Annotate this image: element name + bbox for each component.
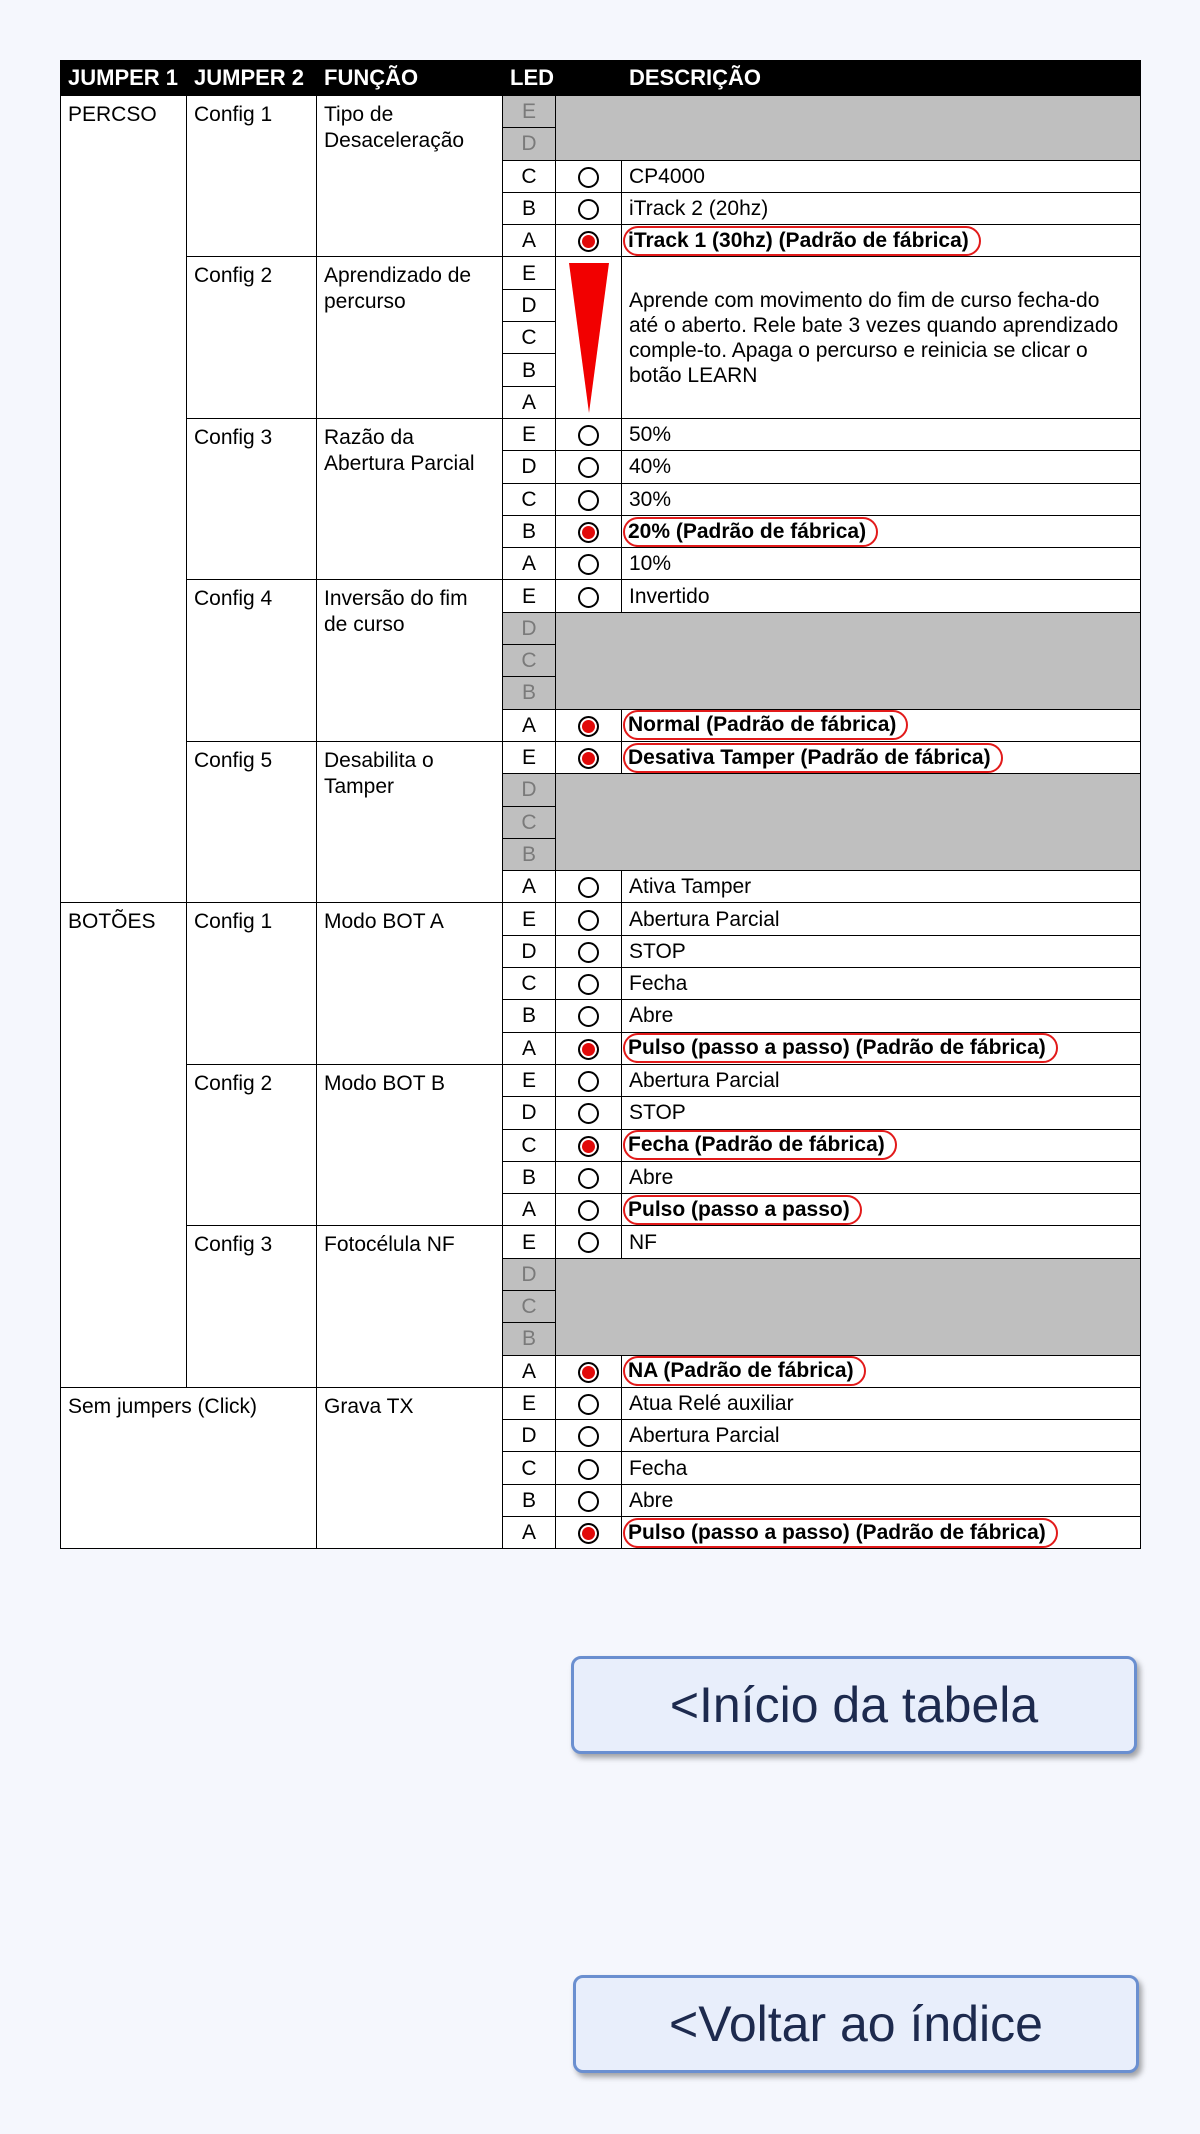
disabled-cell	[556, 1258, 1141, 1355]
led-off-indicator	[556, 418, 622, 450]
led-letter: E	[503, 96, 556, 128]
led-letter: C	[503, 1129, 556, 1161]
led-letter: C	[503, 322, 556, 354]
jumper-none-click: Sem jumpers (Click)	[61, 1387, 317, 1548]
led-letter: C	[503, 1290, 556, 1322]
jumper2-config: Config 2	[187, 1064, 317, 1225]
function-cell: Razão da Abertura Parcial	[317, 418, 503, 579]
description-cell-highlighted	[622, 1194, 1141, 1226]
table-row	[61, 580, 1141, 612]
disabled-cell	[556, 774, 1141, 871]
led-letter: A	[503, 1032, 556, 1064]
description-cell: 50%	[622, 418, 1141, 450]
jumper2-config: Config 1	[187, 903, 317, 1064]
blink-arrow-icon	[556, 257, 622, 418]
back-to-index-button[interactable]: <Voltar ao índice	[573, 1975, 1139, 2073]
table-row	[61, 418, 1141, 450]
led-letter: D	[503, 935, 556, 967]
led-on-indicator	[556, 709, 622, 741]
led-letter: D	[503, 1258, 556, 1290]
led-on-indicator	[556, 1032, 622, 1064]
description-cell: STOP	[622, 1097, 1141, 1129]
led-letter: A	[503, 548, 556, 580]
led-off-indicator	[556, 1226, 622, 1258]
description-cell: Fecha	[622, 968, 1141, 1000]
header-funcao: FUNÇÃO	[317, 61, 503, 96]
description-cell: 30%	[622, 483, 1141, 515]
led-letter: E	[503, 257, 556, 289]
description-cell: Abertura Parcial	[622, 1064, 1141, 1096]
default-highlight: Desativa Tamper (Padrão de fábrica)	[623, 743, 1003, 773]
led-off-indicator	[556, 1161, 622, 1193]
description-cell-default	[622, 1355, 1141, 1387]
description-cell: 10%	[622, 548, 1141, 580]
default-highlight: Normal (Padrão de fábrica)	[623, 710, 908, 740]
led-letter: C	[503, 806, 556, 838]
led-letter: D	[503, 128, 556, 160]
default-highlight: Pulso (passo a passo)	[623, 1195, 862, 1225]
led-on-indicator	[556, 1129, 622, 1161]
led-letter: E	[503, 903, 556, 935]
function-cell: Fotocélula NF	[317, 1226, 503, 1387]
led-letter: B	[503, 1161, 556, 1193]
default-highlight: iTrack 1 (30hz) (Padrão de fábrica)	[623, 226, 981, 256]
description-cell: Abre	[622, 1161, 1141, 1193]
led-letter: A	[503, 386, 556, 418]
led-letter: A	[503, 1355, 556, 1387]
jumper1-botoes: BOTÕES	[61, 903, 187, 1387]
table-row	[61, 741, 1141, 773]
description-cell-default	[622, 515, 1141, 547]
led-off-indicator	[556, 1000, 622, 1032]
led-on-indicator	[556, 515, 622, 547]
table-row	[61, 257, 1141, 289]
description-cell: Abre	[622, 1000, 1141, 1032]
description-cell: NF	[622, 1226, 1141, 1258]
description-cell-default	[622, 1032, 1141, 1064]
table-row	[61, 96, 1141, 128]
description-cell: 40%	[622, 451, 1141, 483]
default-highlight: Fecha (Padrão de fábrica)	[623, 1130, 897, 1160]
jumper2-config: Config 3	[187, 1226, 317, 1387]
jumper1-percso: PERCSO	[61, 96, 187, 903]
led-letter: E	[503, 1387, 556, 1419]
table-row	[61, 903, 1141, 935]
led-letter: A	[503, 1194, 556, 1226]
table-start-button[interactable]: <Início da tabela	[571, 1656, 1137, 1754]
header-jumper1: JUMPER 1	[61, 61, 187, 96]
led-off-indicator	[556, 1097, 622, 1129]
jumper2-config: Config 4	[187, 580, 317, 741]
disabled-cell	[556, 96, 1141, 161]
led-letter: B	[503, 1323, 556, 1355]
default-highlight: 20% (Padrão de fábrica)	[623, 517, 878, 547]
description-cell: Abertura Parcial	[622, 1420, 1141, 1452]
led-letter: A	[503, 709, 556, 741]
led-off-indicator	[556, 192, 622, 224]
led-letter: C	[503, 1452, 556, 1484]
led-on-indicator	[556, 225, 622, 257]
function-cell: Tipo de Desaceleração	[317, 96, 503, 257]
led-off-indicator	[556, 1194, 622, 1226]
function-cell: Desabilita o Tamper	[317, 741, 503, 902]
led-letter: B	[503, 1484, 556, 1516]
jumper2-config: Config 2	[187, 257, 317, 418]
led-letter: B	[503, 677, 556, 709]
disabled-cell	[556, 612, 1141, 709]
description-cell-default	[622, 1517, 1141, 1549]
led-letter: A	[503, 871, 556, 903]
led-letter: E	[503, 1064, 556, 1096]
led-off-indicator	[556, 1484, 622, 1516]
led-off-indicator	[556, 1420, 622, 1452]
led-letter: E	[503, 580, 556, 612]
led-off-indicator	[556, 483, 622, 515]
description-cell-default	[622, 225, 1141, 257]
table-row	[61, 1064, 1141, 1096]
config-table	[60, 60, 1141, 1549]
led-on-indicator	[556, 1517, 622, 1549]
led-letter: C	[503, 645, 556, 677]
default-highlight: Pulso (passo a passo) (Padrão de fábrica)	[623, 1518, 1058, 1548]
led-letter: B	[503, 838, 556, 870]
header-led: LED	[503, 61, 622, 96]
function-cell: Inversão do fim de curso	[317, 580, 503, 741]
default-highlight: NA (Padrão de fábrica)	[623, 1356, 866, 1386]
led-letter: D	[503, 451, 556, 483]
led-letter: B	[503, 515, 556, 547]
led-off-indicator	[556, 548, 622, 580]
table-header-row	[61, 61, 1141, 96]
led-letter: D	[503, 612, 556, 644]
default-highlight: Pulso (passo a passo) (Padrão de fábrica)	[623, 1033, 1058, 1063]
led-letter: B	[503, 1000, 556, 1032]
jumper2-config: Config 5	[187, 741, 317, 902]
description-cell: Abertura Parcial	[622, 903, 1141, 935]
function-cell: Modo BOT A	[317, 903, 503, 1064]
led-letter: E	[503, 418, 556, 450]
function-cell: Grava TX	[317, 1387, 503, 1548]
description-cell: Fecha	[622, 1452, 1141, 1484]
led-off-indicator	[556, 580, 622, 612]
led-off-indicator	[556, 871, 622, 903]
led-off-indicator	[556, 451, 622, 483]
led-letter: A	[503, 225, 556, 257]
led-letter: B	[503, 192, 556, 224]
table-row	[61, 1226, 1141, 1258]
description-cell: Ativa Tamper	[622, 871, 1141, 903]
description-cell: STOP	[622, 935, 1141, 967]
led-off-indicator	[556, 160, 622, 192]
description-cell: CP4000	[622, 160, 1141, 192]
function-cell: Aprendizado de percurso	[317, 257, 503, 418]
description-cell-default	[622, 709, 1141, 741]
description-cell: Atua Relé auxiliar	[622, 1387, 1141, 1419]
header-jumper2: JUMPER 2	[187, 61, 317, 96]
led-letter: D	[503, 774, 556, 806]
led-letter: D	[503, 289, 556, 321]
led-off-indicator	[556, 935, 622, 967]
led-off-indicator	[556, 1064, 622, 1096]
led-letter: D	[503, 1097, 556, 1129]
description-cell: Aprende com movimento do fim de curso fecha-do até o aberto. Rele bate 3 vezes quando aprendizado comple-to. Apaga o percurso e reinicia se clicar o botão LEARN	[622, 257, 1141, 418]
description-cell: Invertido	[622, 580, 1141, 612]
led-off-indicator	[556, 1387, 622, 1419]
led-letter: E	[503, 741, 556, 773]
description-cell-default	[622, 1129, 1141, 1161]
led-letter: B	[503, 354, 556, 386]
function-cell: Modo BOT B	[317, 1064, 503, 1225]
led-letter: C	[503, 483, 556, 515]
led-off-indicator	[556, 903, 622, 935]
table-row	[61, 1387, 1141, 1419]
led-on-indicator	[556, 1355, 622, 1387]
led-off-indicator	[556, 968, 622, 1000]
jumper2-config: Config 1	[187, 96, 317, 257]
description-cell-default	[622, 741, 1141, 773]
led-letter: E	[503, 1226, 556, 1258]
led-letter: C	[503, 160, 556, 192]
led-off-indicator	[556, 1452, 622, 1484]
led-letter: D	[503, 1420, 556, 1452]
header-descricao: DESCRIÇÃO	[622, 61, 1141, 96]
jumper2-config: Config 3	[187, 418, 317, 579]
led-letter: C	[503, 968, 556, 1000]
description-cell: Abre	[622, 1484, 1141, 1516]
led-on-indicator	[556, 741, 622, 773]
description-cell: iTrack 2 (20hz)	[622, 192, 1141, 224]
led-letter: A	[503, 1517, 556, 1549]
